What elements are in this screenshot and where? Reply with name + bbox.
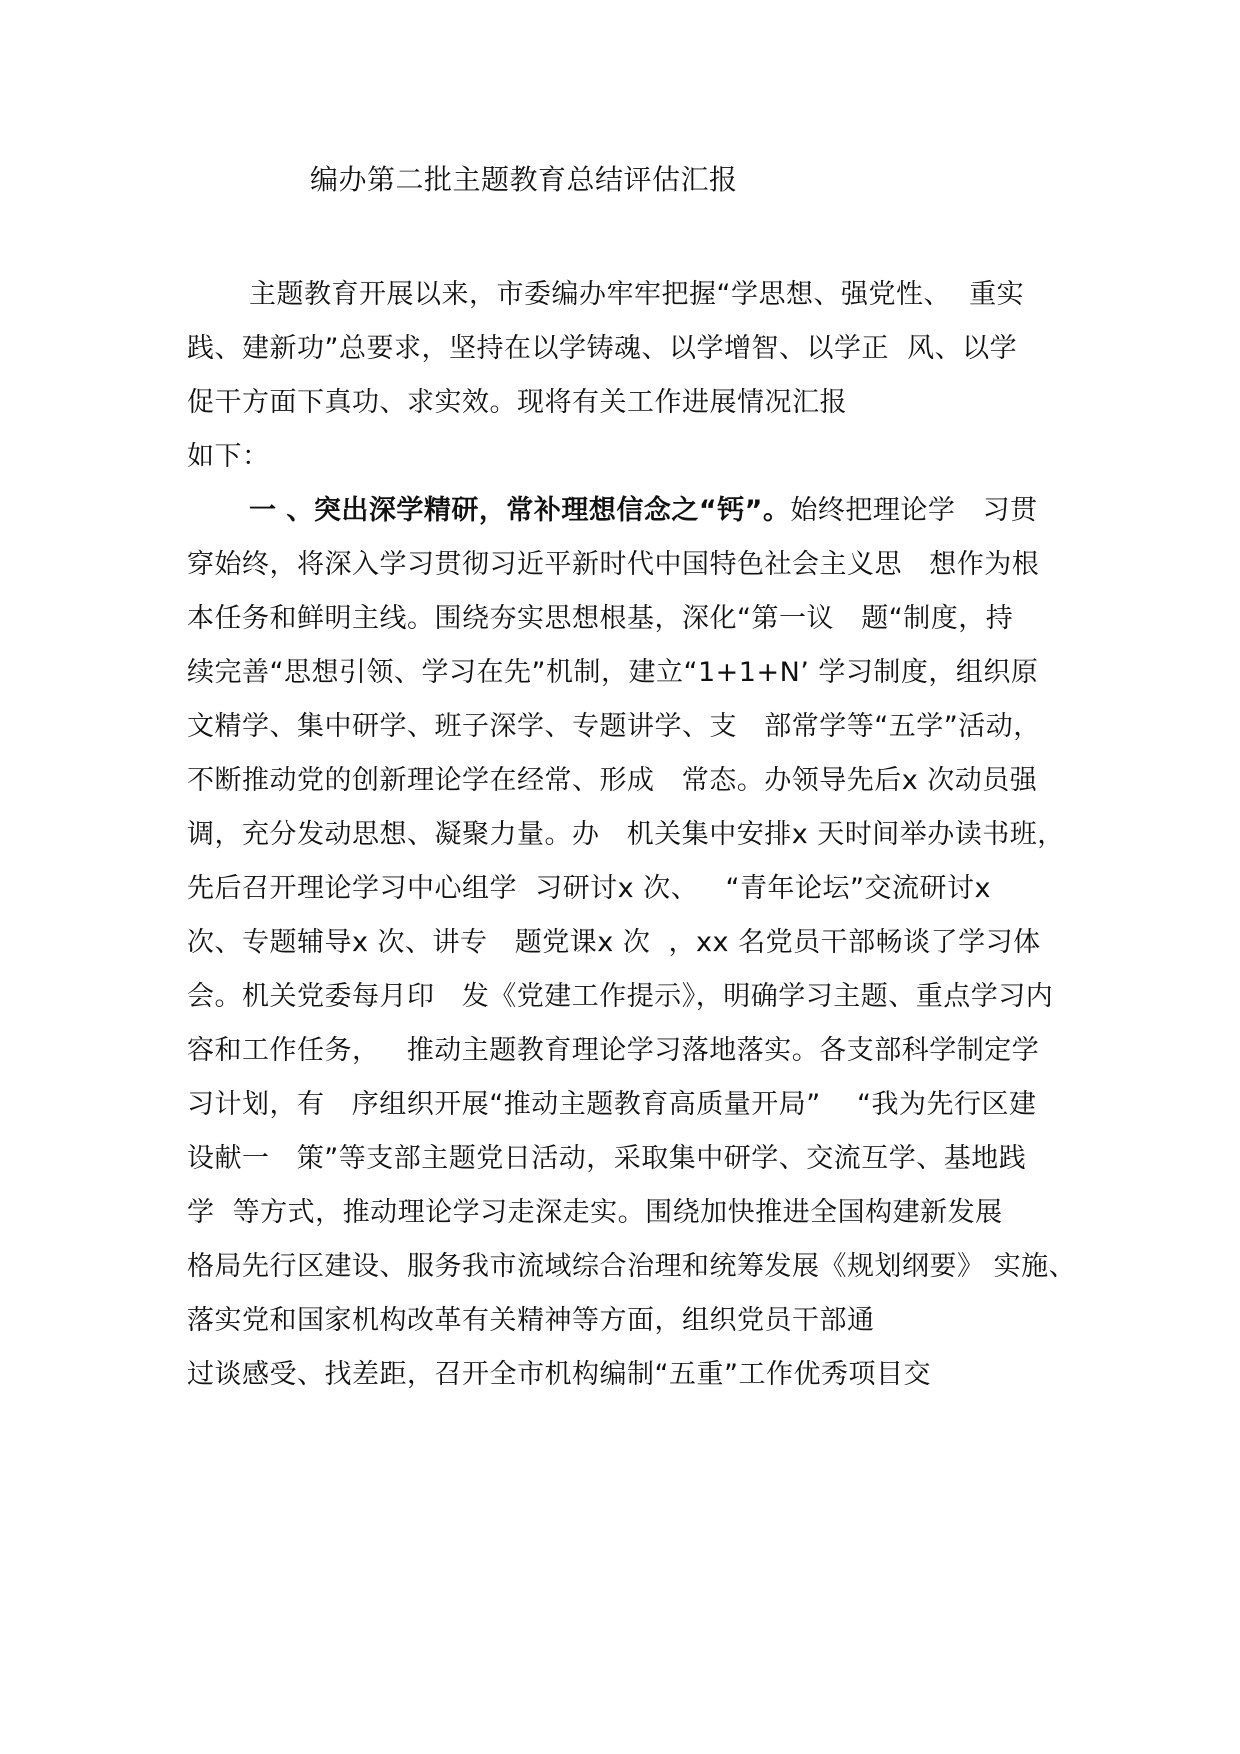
- section1-first-line-rest: 始终把理论学 习贯: [790, 495, 1038, 526]
- section1-line-13: 学 等方式，推动理论学习走深走实。围绕加快推进全国构建新发展: [187, 1197, 1003, 1228]
- section1-line-11: 习计划，有 序组织开展“推动主题教育高质量开局” “我为先行区建: [187, 1089, 1037, 1120]
- section1-line-14: 格局先行区建设、服务我市流域综合治理和统筹发展《规划纲要》 实施、: [187, 1251, 1077, 1282]
- intro-line-2: 践、建新功”总要求，坚持在以学铸魂、以学增智、以学正 风、以学: [187, 333, 1018, 364]
- section1-line-12: 设献一 策”等支部主题党日活动，采取集中研学、交流互学、基地践: [187, 1143, 1027, 1174]
- section1-heading: 一 、突出深学精研，常补理想信念之“钙”。: [249, 495, 791, 526]
- section1-line-16: 过谈感受、找差距，召开全市机构编制“五重”工作优秀项目交: [187, 1359, 931, 1390]
- intro-line-1: 主题教育开展以来，市委编办牢牢把握“学思想、强党性、 重实: [249, 279, 1025, 310]
- section1-line-8: 次、专题辅导x 次、讲专 题党课x 次 ，xx 名党员干部畅谈了学习体: [187, 927, 1041, 958]
- section1-line-15: 落实党和国家机构改革有关精神等方面，组织党员干部通: [187, 1305, 875, 1336]
- section1-line-3: 续完善“思想引领、学习在先”机制，建立“1+1+N’ 学习制度，组织原: [187, 657, 1039, 688]
- section1-line-5: 不断推动党的创新理论学在经常、形成 常态。办领导先后x 次动员强: [187, 765, 1038, 796]
- section1-line-6: 调，充分发动思想、凝聚力量。办 机关集中安排x 天时间举办读书班，: [187, 819, 1065, 850]
- section1-line-1: 穿始终，将深入学习贯彻习近平新时代中国特色社会主义思 想作为根: [187, 549, 1040, 580]
- section1-line-9: 会。机关党委每月印 发《党建工作提示》，明确学习主题、重点学习内: [187, 981, 1054, 1012]
- section1-line-10: 容和工作任务， 推动主题教育理论学习落地落实。各支部科学制定学: [187, 1035, 1040, 1066]
- intro-line-4: 如下：: [187, 441, 270, 472]
- section1-line-7: 先后召开理论学习中心组学 习研讨x 次、 “青年论坛”交流研讨x: [187, 873, 991, 904]
- section1-line-4: 文精学、集中研学、班子深学、专题讲学、支 部常学等“五学”活动，: [187, 711, 1041, 742]
- section1-first-line: [187, 484, 1087, 538]
- document-title: 编办第二批主题教育总结评估汇报: [310, 163, 738, 196]
- intro-line-3: 促干方面下真功、求实效。现将有关工作进展情况汇报: [187, 387, 847, 418]
- document-body: [187, 268, 1087, 1402]
- section1-line-2: 本任务和鲜明主线。围绕夯实思想根基，深化“第一议 题“制度，持: [187, 603, 1014, 634]
